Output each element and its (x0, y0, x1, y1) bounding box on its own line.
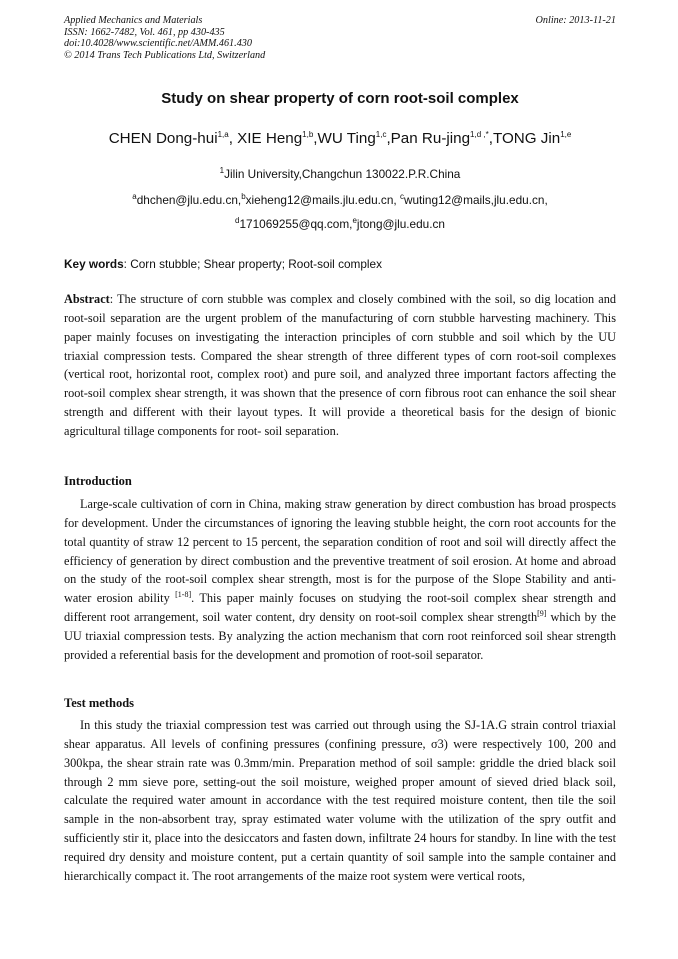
email-link[interactable]: jtong@jlu.edu.cn (356, 217, 445, 231)
affiliation (64, 167, 616, 181)
abstract-label: Abstract (64, 292, 110, 306)
test-methods-paragraph: In this study the triaxial compression test was carried out through using the SJ-1A.G strain control triaxial shear apparatus. All levels of confining pressures (confining pressure, σ3) were respectively 100, 200 and 300kpa, the shear strain rate was 0.3mm/min. Preparation method of soil sample: griddle the dried black soil through 2 mm sieve pore, setting-out the soil moisture, weighed proper amount of sieved dried black soil, calculate the required water amount in accordance with the test required moisture content, then tile the soil sample in the non-absorbent tray, spray estimated water volume with the utilization of the spry outfit and sufficiently stir it, place into the desiccators and fasten down, infiltrate 24 hours for standby. In line with the test required dry density and moisture content, put a certain quantity of soil sample into the sample container and hierarchically compact it. The root arrangements of the maize root system were vertical roots, (64, 718, 616, 883)
author-affiliation-mark: 1,c (375, 129, 387, 139)
intro-text-part3: which by the UU triaxial compression tests. By analyzing the action mechanism that corn root reinforced soil shear strength provided a referential basis for the development and promotion of root-soil separator. (64, 610, 616, 662)
keywords-text: : Corn stubble; Shear property; Root-soil complex (123, 257, 383, 271)
email-mark: a (132, 192, 137, 202)
author-affiliation-mark: 1,b (302, 129, 314, 139)
section-heading-introduction: Introduction (64, 474, 132, 488)
abstract-text: : The structure of corn stubble was complex and closely combined with the soil, so dig location and root-soil separation are the urgent problem of the manufacturing of corn stubble harvesting machinery. This paper mainly focuses on investigating the interaction principles of corn stubble and soil which by the UU triaxial compression tests. Compared the shear strength of three different types of corn root-soil complexes (vertical root, horizontal root, complex root) and pure soil, and analyzed three important factors affecting the root-soil complex shear strength, it was shown that the presence of corn fibrous root can enhance the soil shear strength and different with their layout types. It will provide a theoretical basis for the design of bionic agricultural tillage components for root- soil separation. (64, 292, 616, 438)
author-name: Pan Ru-jing (390, 130, 471, 147)
email-mark: c (399, 192, 404, 202)
copyright-line: © 2014 Trans Tech Publications Ltd, Switzerland (64, 49, 266, 61)
email-link[interactable]: wuting12@mails,jlu.edu.cn, (403, 193, 548, 207)
affiliation-text: Jilin University,Changchun 130022.P.R.China (224, 167, 461, 181)
email-link[interactable]: 171069255@qq.com, (239, 217, 353, 231)
author-name: XIE Heng (237, 130, 303, 147)
email-mark: e (352, 216, 357, 226)
intro-text-part1: Large-scale cultivation of corn in China, making straw generation by direct combustion has broad prospects for development. Under the circumstances of ignoring the leaving stubble height, the corn root accounts for the total quantity of straw 12 percent to 15 percent, the separation condition of root and soil will directly affect the efficiency of generation by direct combustion and the preventive treatment of soil erosion. At home and abroad on the study of the root-soil complex shear strength, most is for the purpose of the Slope Stability and anti- water erosion ability (64, 497, 616, 606)
author-name: WU Ting (317, 130, 376, 147)
author-affiliation-mark: 1,d ,* (470, 129, 489, 139)
citation-ref[interactable]: [1-8] (175, 590, 192, 600)
intro-text-part2: . This paper mainly focuses on studying the root-soil complex shear strength and different root arrangement, soil water content, dry density on root-soil complex shear strength (64, 591, 617, 625)
email-line-1 (64, 193, 616, 207)
issn-line: ISSN: 1662-7482, Vol. 461, pp 430-435 (64, 26, 225, 38)
email-line-2 (64, 217, 616, 231)
author-affiliation-mark: 1,e (560, 129, 572, 139)
keywords (64, 257, 616, 271)
affiliation-mark: 1 (219, 166, 225, 176)
author-name: CHEN Dong-hui (108, 130, 218, 147)
online-date: Online: 2013-11-21 (535, 15, 616, 26)
doi-line: doi:10.4028/www.scientific.net/AMM.461.430 (64, 38, 252, 50)
author-separator: , (386, 130, 391, 147)
introduction-paragraph (64, 495, 616, 665)
paper-title: Study on shear property of corn root-soil complex (161, 90, 519, 107)
author-affiliation-mark: 1,a (217, 129, 229, 139)
email-mark: d (235, 216, 240, 226)
citation-ref[interactable]: [9] (537, 608, 547, 618)
email-link[interactable]: dhchen@jlu.edu.cn, (136, 193, 242, 207)
journal-header (64, 15, 616, 61)
email-mark: b (241, 192, 246, 202)
journal-name: Applied Mechanics and Materials (64, 15, 203, 26)
author-separator: , (313, 130, 318, 147)
author-separator: , (488, 130, 493, 147)
author-separator: , (228, 130, 238, 147)
abstract (64, 290, 616, 441)
author-list (64, 130, 616, 147)
section-heading-test-methods: Test methods (64, 696, 135, 710)
email-link[interactable]: xieheng12@mails.jlu.edu.cn, (245, 193, 400, 207)
author-name: TONG Jin (492, 130, 561, 147)
keywords-label: Key words (64, 257, 124, 271)
